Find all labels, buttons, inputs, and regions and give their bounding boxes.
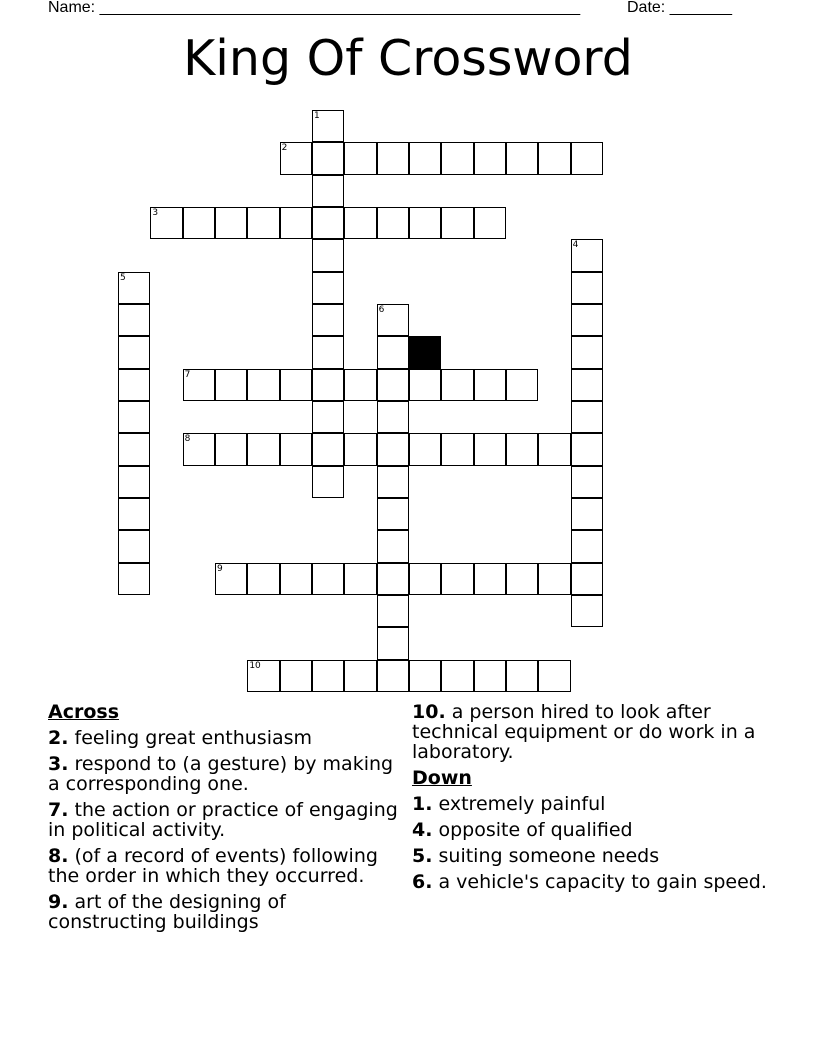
- cell-number: 8: [184, 434, 191, 445]
- grid-cell[interactable]: [377, 660, 409, 692]
- grid-cell[interactable]: [183, 207, 215, 239]
- grid-cell[interactable]: [571, 304, 603, 336]
- grid-cell[interactable]: [312, 175, 344, 207]
- grid-cell[interactable]: [377, 498, 409, 530]
- grid-cell[interactable]: [538, 563, 570, 595]
- grid-cell[interactable]: [312, 304, 344, 336]
- grid-cell[interactable]: [118, 304, 150, 336]
- cell-number: 6: [378, 304, 385, 315]
- date-blank[interactable]: _______: [669, 0, 732, 16]
- grid-cell[interactable]: [247, 433, 279, 465]
- grid-cell[interactable]: [571, 595, 603, 627]
- page-title: King Of Crossword: [183, 30, 633, 87]
- clue-number: 10.: [412, 701, 446, 723]
- cell-number: 9: [216, 563, 223, 574]
- grid-cell[interactable]: [118, 530, 150, 562]
- grid-cell[interactable]: [118, 401, 150, 433]
- cell-number: 2: [281, 143, 288, 154]
- grid-cell[interactable]: [571, 272, 603, 304]
- grid-cell[interactable]: [571, 433, 603, 465]
- name-blank[interactable]: ______________________________________________________: [99, 0, 581, 16]
- clue-across-3: [48, 754, 398, 794]
- grid-cell[interactable]: [409, 207, 441, 239]
- grid-cell[interactable]: [344, 207, 376, 239]
- grid-cell[interactable]: [215, 207, 247, 239]
- clue-across-8: [48, 846, 398, 886]
- grid-cell[interactable]: [441, 563, 473, 595]
- clue-across-10: [412, 702, 782, 762]
- grid-cell[interactable]: [409, 142, 441, 174]
- grid-cell[interactable]: [474, 142, 506, 174]
- grid-cell[interactable]: [571, 142, 603, 174]
- clue-number: 9.: [48, 891, 69, 913]
- grid-cell[interactable]: [441, 433, 473, 465]
- clue-text: opposite of qualified: [438, 819, 633, 841]
- clue-text: art of the designing of constructing buildings: [48, 891, 286, 933]
- grid-cell[interactable]: [377, 627, 409, 659]
- grid-cell[interactable]: [118, 498, 150, 530]
- clue-number: 4.: [412, 819, 433, 841]
- grid-cell[interactable]: [441, 207, 473, 239]
- grid-cell[interactable]: [312, 466, 344, 498]
- grid-cell[interactable]: [118, 336, 150, 368]
- grid-cell[interactable]: [377, 207, 409, 239]
- grid-cell[interactable]: [474, 207, 506, 239]
- grid-cell[interactable]: [312, 660, 344, 692]
- clue-across-9: [48, 892, 398, 932]
- clue-number: 3.: [48, 753, 69, 775]
- clue-number: 5.: [412, 845, 433, 867]
- grid-cell[interactable]: [377, 304, 409, 336]
- grid-cell[interactable]: [215, 369, 247, 401]
- cell-number: 5: [120, 272, 126, 283]
- clue-number: 7.: [48, 799, 69, 821]
- grid-cell[interactable]: [118, 433, 150, 465]
- clue-number: 2.: [48, 727, 69, 749]
- grid-cell[interactable]: [344, 433, 376, 465]
- grid-cell[interactable]: [280, 660, 312, 692]
- grid-cell[interactable]: [571, 239, 603, 271]
- clue-text: the action or practice of engaging in political activity.: [48, 799, 398, 841]
- grid-cell[interactable]: [506, 433, 538, 465]
- grid-cell[interactable]: [538, 660, 570, 692]
- grid-cell[interactable]: [506, 369, 538, 401]
- black-cell: [409, 336, 441, 368]
- name-label: Name:: [48, 0, 100, 16]
- grid-cell[interactable]: [409, 563, 441, 595]
- grid-cell[interactable]: [312, 110, 344, 142]
- clue-text: respond to (a gesture) by making a corresponding one.: [48, 753, 394, 795]
- clue-text: a person hired to look after technical equipment or do work in a laboratory.: [412, 701, 756, 763]
- grid-cell[interactable]: [377, 466, 409, 498]
- grid-cell[interactable]: [377, 433, 409, 465]
- clue-down-4: [412, 820, 782, 840]
- grid-cell[interactable]: [409, 660, 441, 692]
- grid-cell[interactable]: [377, 563, 409, 595]
- down-clues: [412, 702, 782, 898]
- grid-cell[interactable]: [280, 563, 312, 595]
- grid-cell[interactable]: [538, 433, 570, 465]
- grid-cell[interactable]: [312, 336, 344, 368]
- clue-across-2: [48, 728, 398, 748]
- grid-cell[interactable]: [474, 433, 506, 465]
- grid-cell[interactable]: [312, 142, 344, 174]
- grid-cell[interactable]: [150, 207, 182, 239]
- grid-cell[interactable]: [441, 369, 473, 401]
- grid-cell[interactable]: [118, 272, 150, 304]
- grid-cell[interactable]: [571, 336, 603, 368]
- grid-cell[interactable]: [571, 498, 603, 530]
- clue-down-6: [412, 872, 782, 892]
- across-heading: Across: [48, 701, 120, 723]
- clue-down-1: [412, 794, 782, 814]
- clue-number: 8.: [48, 845, 69, 867]
- grid-cell[interactable]: [571, 466, 603, 498]
- grid-cell[interactable]: [344, 369, 376, 401]
- grid-cell[interactable]: [571, 530, 603, 562]
- grid-cell[interactable]: [215, 563, 247, 595]
- grid-cell[interactable]: [377, 336, 409, 368]
- cell-number: 3: [152, 207, 159, 218]
- grid-cell[interactable]: [118, 466, 150, 498]
- grid-cell[interactable]: [247, 369, 279, 401]
- down-heading: Down: [412, 767, 472, 789]
- grid-cell[interactable]: [474, 563, 506, 595]
- clue-across-7: [48, 800, 398, 840]
- clue-text: feeling great enthusiasm: [74, 727, 313, 749]
- across-clues: [48, 702, 398, 938]
- grid-cell[interactable]: [441, 142, 473, 174]
- grid-cell[interactable]: [344, 563, 376, 595]
- grid-cell[interactable]: [571, 369, 603, 401]
- grid-cell[interactable]: [538, 142, 570, 174]
- grid-cell[interactable]: [571, 563, 603, 595]
- clue-text: suiting someone needs: [438, 845, 660, 867]
- grid-cell[interactable]: [312, 369, 344, 401]
- grid-cell[interactable]: [441, 660, 473, 692]
- clue-number: 6.: [412, 871, 433, 893]
- grid-cell[interactable]: [118, 369, 150, 401]
- grid-cell[interactable]: [377, 142, 409, 174]
- clue-text: extremely painful: [438, 793, 606, 815]
- grid-cell[interactable]: [312, 207, 344, 239]
- grid-cell[interactable]: [280, 142, 312, 174]
- grid-cell[interactable]: [247, 563, 279, 595]
- cell-number: 1: [313, 111, 320, 121]
- clue-text: (of a record of events) following the order in which they occurred.: [48, 845, 378, 887]
- grid-cell[interactable]: [247, 207, 279, 239]
- cell-number: 7: [184, 369, 191, 380]
- grid-cell[interactable]: [344, 660, 376, 692]
- grid-cell[interactable]: [215, 433, 247, 465]
- grid-cell[interactable]: [312, 401, 344, 433]
- grid-cell[interactable]: [312, 433, 344, 465]
- grid-cell[interactable]: [312, 272, 344, 304]
- grid-cell[interactable]: [280, 207, 312, 239]
- grid-cell[interactable]: [377, 530, 409, 562]
- grid-cell[interactable]: [377, 401, 409, 433]
- grid-cell[interactable]: [247, 660, 279, 692]
- cell-number: 4: [572, 240, 579, 251]
- grid-cell[interactable]: [506, 563, 538, 595]
- grid-cell[interactable]: [409, 433, 441, 465]
- grid-cell[interactable]: [409, 369, 441, 401]
- cell-number: 10: [249, 660, 261, 671]
- grid-cell[interactable]: [474, 660, 506, 692]
- grid-cell[interactable]: [312, 563, 344, 595]
- grid-cell[interactable]: [377, 369, 409, 401]
- clue-text: a vehicle's capacity to gain speed.: [438, 871, 767, 893]
- grid-cell[interactable]: [280, 369, 312, 401]
- grid-cell[interactable]: [183, 433, 215, 465]
- grid-cell[interactable]: [312, 239, 344, 271]
- grid-cell[interactable]: [344, 142, 376, 174]
- grid-cell[interactable]: [280, 433, 312, 465]
- clue-number: 1.: [412, 793, 433, 815]
- grid-cell[interactable]: [377, 595, 409, 627]
- grid-cell[interactable]: [506, 660, 538, 692]
- grid-cell[interactable]: [571, 401, 603, 433]
- grid-cell[interactable]: [118, 563, 150, 595]
- grid-cell[interactable]: [474, 369, 506, 401]
- grid-cell[interactable]: [506, 142, 538, 174]
- date-label: Date:: [627, 0, 670, 16]
- grid-cell[interactable]: [183, 369, 215, 401]
- clue-down-5: [412, 846, 782, 866]
